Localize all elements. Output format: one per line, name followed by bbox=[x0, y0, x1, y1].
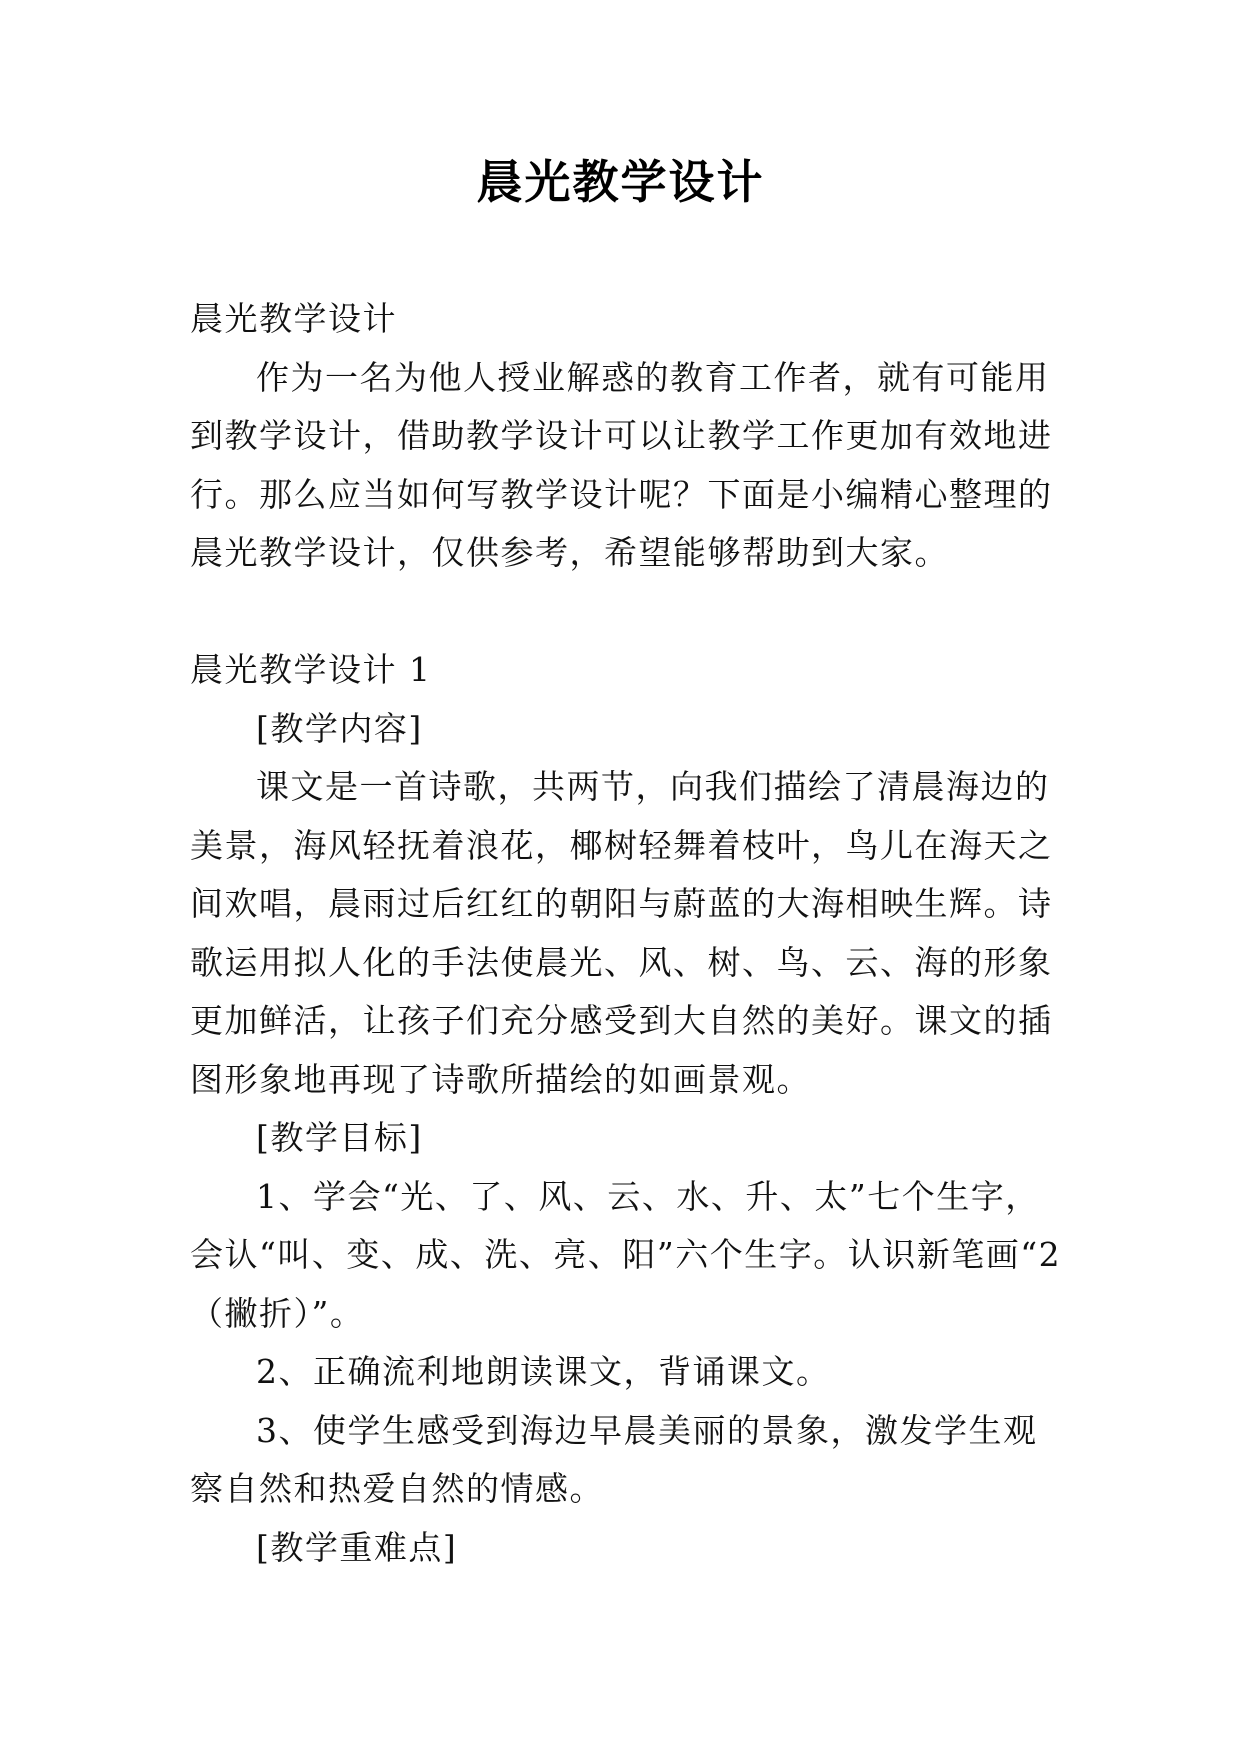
intro-paragraph: 作为一名为他人授业解惑的教育工作者，就有可能用到教学设计，借助教学设计可以让教学工作更加有效地进行。那么应当如何写教学设计呢？下面是小编精心整理的晨光教学设计，仅供参考，希望能够帮助到大家。 bbox=[190, 357, 1053, 572]
paragraph-spacer bbox=[190, 583, 1070, 642]
goal-item-3: 3、使学生感受到海边早晨美丽的景象，激发学生观察自然和热爱自然的情感。 bbox=[190, 1410, 1038, 1508]
content-paragraph: 课文是一首诗歌，共两节，向我们描绘了清晨海边的美景，海风轻抚着浪花，椰树轻舞着枝叶，鸟儿在海天之间欢唱，晨雨过后红红的朝阳与蔚蓝的大海相映生辉。诗歌运用拟人化的手法使晨光、风、树、鸟、云、海的形象更加鲜活，让孩子们充分感受到大自然的美好。课文的插图形象地再现了诗歌所描绘的如画景观。 bbox=[190, 767, 1053, 1099]
document-subtitle: 晨光教学设计 bbox=[190, 299, 397, 338]
document-title: 晨光教学设计 bbox=[476, 155, 765, 209]
goal-item-2: 2、正确流利地朗读课文，背诵课文。 bbox=[256, 1352, 831, 1391]
difficulty-label: [教学重难点] bbox=[256, 1527, 458, 1567]
section-heading: 晨光教学设计 1 bbox=[190, 650, 432, 689]
goals-label: [教学目标] bbox=[256, 1118, 423, 1157]
content-label: [教学内容] bbox=[256, 708, 423, 748]
document-body bbox=[190, 290, 1070, 1577]
goal-item-1: 1、学会“光、了、风、云、水、升、太”七个生字，会认“叫、变、成、洗、亮、阳”六个生字。认识新笔画“2（撇折）”。 bbox=[190, 1176, 1062, 1333]
